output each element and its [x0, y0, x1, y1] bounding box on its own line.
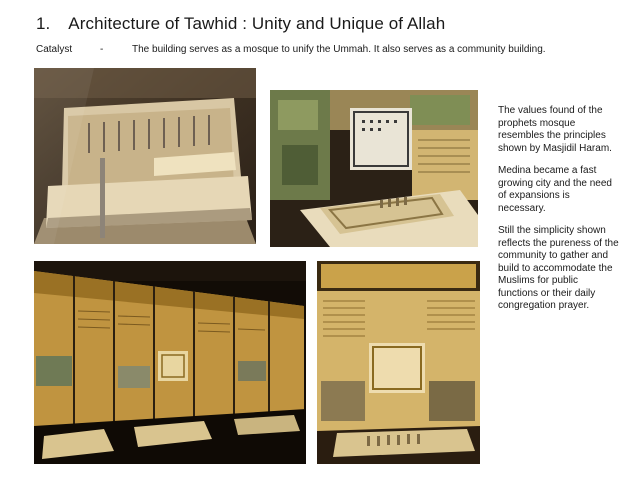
page-title — [36, 14, 445, 34]
heading-number: 1. — [36, 14, 51, 33]
catalyst-row — [36, 44, 546, 55]
note-paragraph: The values found of the prophets mosque resembles the principles shown by Masjidil Haram. — [498, 105, 612, 154]
catalyst-label: Catalyst — [36, 44, 73, 55]
catalyst-dash: - — [100, 44, 104, 55]
note-paragraph: Medina became a fast growing city and the need of expansions is necessary. — [498, 165, 612, 214]
expansion-panel-photo — [317, 261, 480, 464]
catalyst-description: The building serves as a mosque to unify the Ummah. It also serves as a community building. — [132, 44, 546, 55]
mosque-model-photo — [34, 68, 256, 244]
heading-text: Architecture of Tawhid : Unity and Unique of Allah — [68, 14, 446, 33]
notes-column — [498, 105, 620, 323]
note-paragraph: Still the simplicity shown reflects the pureness of the community to gather and build to accommodate the Muslims for public functions or their daily congregation prayer. — [498, 225, 619, 311]
exhibition-hall-photo — [34, 261, 306, 464]
exhibit-model-photo — [270, 90, 478, 247]
